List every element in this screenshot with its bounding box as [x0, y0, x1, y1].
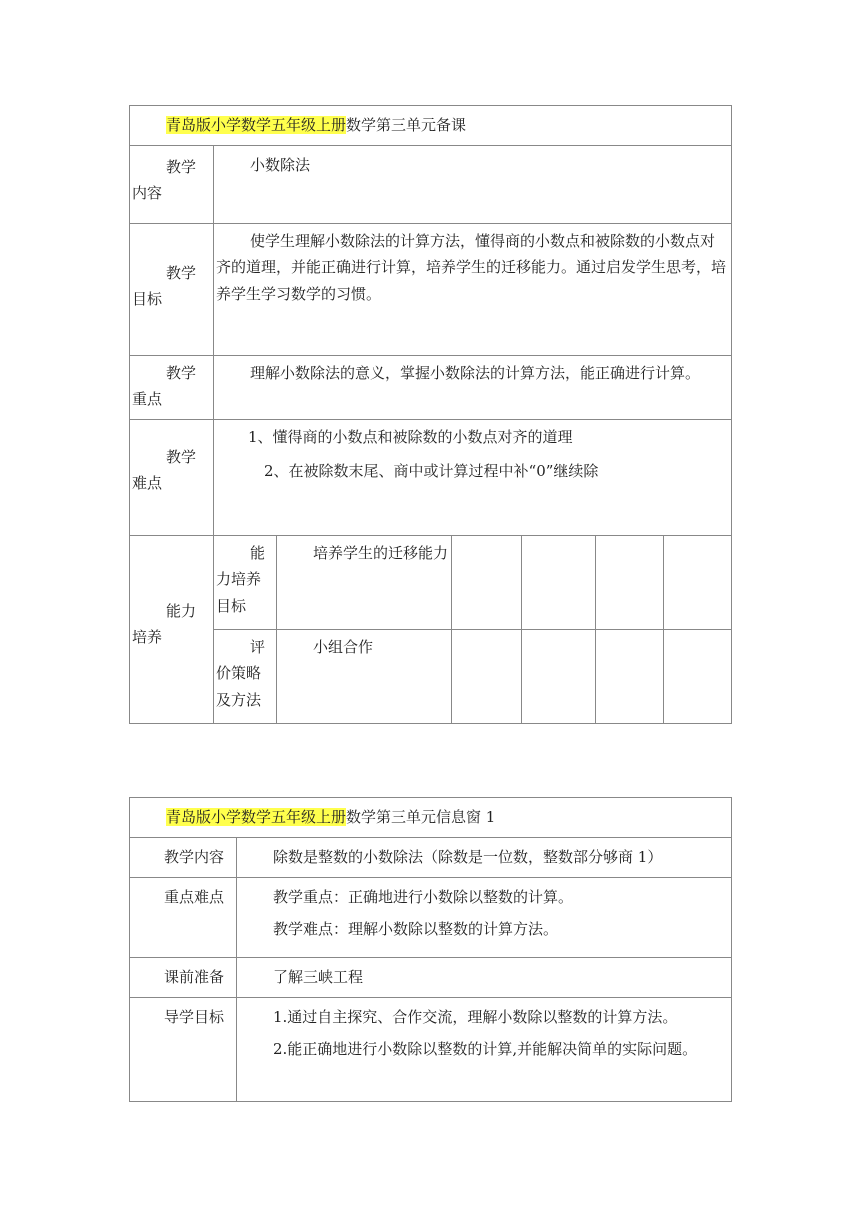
table-title [130, 106, 732, 146]
lesson-plan-table [129, 105, 732, 724]
title-rest: 数学第三单元信息窗 1 [346, 808, 496, 826]
title-rest: 数学第三单元备课 [346, 116, 467, 134]
empty-cell [522, 536, 596, 630]
table-title [130, 798, 732, 838]
title-highlight: 青岛版小学数学五年级上册 [166, 116, 347, 134]
key-text: 理解小数除法的意义，掌握小数除法的计算方法，能正确进行计算。 [214, 356, 732, 420]
prep-label: 课前准备 [130, 958, 237, 998]
ability-label: 能力 培养 [130, 536, 214, 724]
content-text: 除数是整数的小数除法（除数是一位数，整数部分够商 1） [237, 838, 732, 878]
keypoints-label: 重点难点 [130, 878, 237, 958]
title-highlight: 青岛版小学数学五年级上册 [166, 808, 347, 826]
ability-goal-text: 培养学生的迁移能力 [277, 536, 452, 630]
guide-label: 导学目标 [130, 998, 237, 1102]
empty-cell [522, 630, 596, 724]
keypoints-text: 教学重点：正确地进行小数除以整数的计算。 教学难点：理解小数除以整数的计算方法。 [237, 878, 732, 958]
content-label: 教学 内容 [130, 146, 214, 224]
prep-text: 了解三峡工程 [237, 958, 732, 998]
content-label: 教学内容 [130, 838, 237, 878]
difficulty-line-2: 2、在被除数末尾、商中或计算过程中补“0”继续除 [264, 462, 599, 481]
evaluation-label: 评 价策略 及方法 [214, 630, 277, 724]
info-window-table [129, 797, 732, 1102]
ability-goal-label: 能 力培养 目标 [214, 536, 277, 630]
guide-text: 1.通过自主探究、合作交流，理解小数除以整数的计算方法。 2.能正确地进行小数除以整数的计算,并能解决简单的实际问题。 [237, 998, 732, 1102]
difficulty-text [214, 420, 732, 536]
goal-label: 教学 目标 [130, 224, 214, 356]
difficulty-label: 教学 难点 [130, 420, 214, 536]
empty-cell [596, 630, 664, 724]
difficulty-line-1: 1、懂得商的小数点和被除数的小数点对齐的道理 [248, 428, 573, 446]
empty-cell [452, 630, 522, 724]
empty-cell [596, 536, 664, 630]
empty-cell [664, 630, 732, 724]
empty-cell [664, 536, 732, 630]
content-text: 小数除法 [214, 146, 732, 224]
key-label: 教学 重点 [130, 356, 214, 420]
evaluation-text: 小组合作 [277, 630, 452, 724]
empty-cell [452, 536, 522, 630]
goal-text: 使学生理解小数除法的计算方法，懂得商的小数点和被除数的小数点对齐的道理，并能正确进行计算，培养学生的迁移能力。通过启发学生思考，培养学生学习数学的习惯。 [214, 224, 732, 356]
